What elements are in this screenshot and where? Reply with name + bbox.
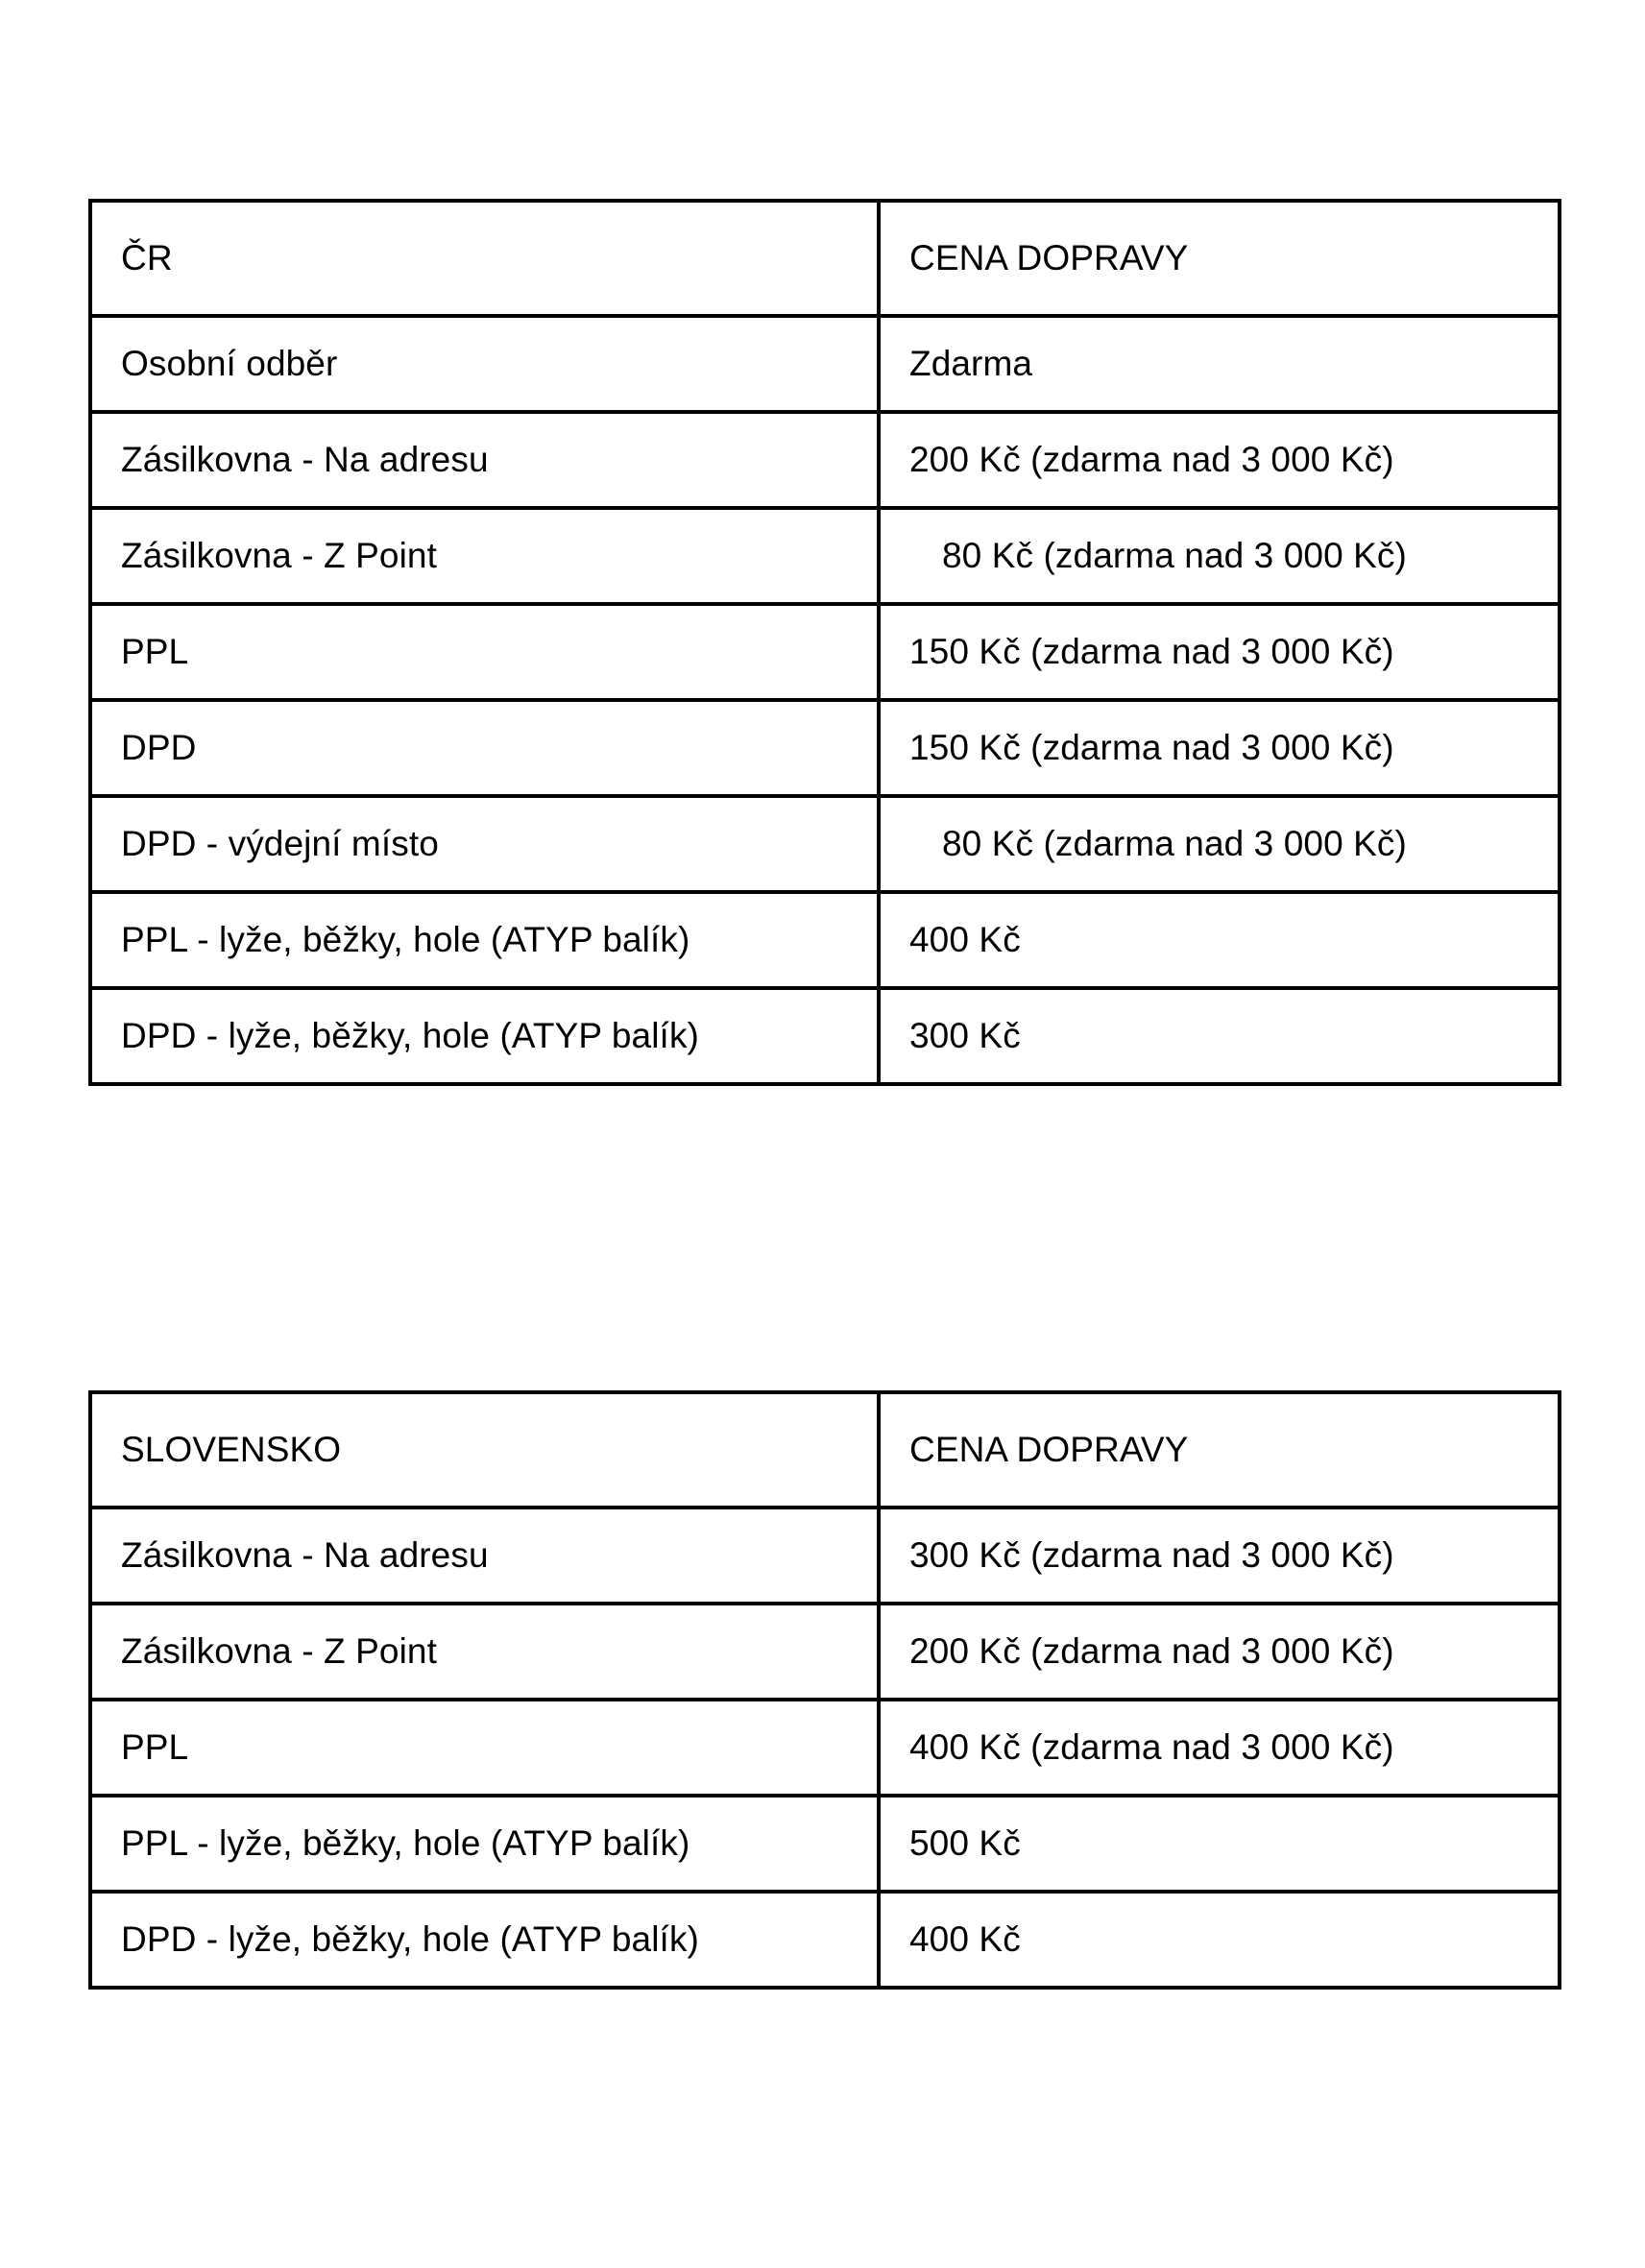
cell-shipping-method: Zásilkovna - Na adresu xyxy=(90,1508,879,1604)
table-row xyxy=(90,604,1560,700)
cell-shipping-price: 150 Kč (zdarma nad 3 000 Kč) xyxy=(879,604,1560,700)
table-row xyxy=(90,988,1560,1084)
column-header-price-cr: CENA DOPRAVY xyxy=(879,201,1560,316)
cell-shipping-method: Osobní odběr xyxy=(90,316,879,412)
table-row xyxy=(90,316,1560,412)
column-header-price-sk: CENA DOPRAVY xyxy=(879,1392,1560,1508)
cell-shipping-method: PPL xyxy=(90,604,879,700)
table-header-row xyxy=(90,201,1560,316)
cell-shipping-price: Zdarma xyxy=(879,316,1560,412)
cell-shipping-price: 80 Kč (zdarma nad 3 000 Kč) xyxy=(879,508,1560,604)
cell-shipping-method: DPD xyxy=(90,700,879,796)
table-row xyxy=(90,1604,1560,1700)
shipping-price-table-sk xyxy=(88,1390,1561,1990)
table-body-cr xyxy=(90,316,1560,1084)
cell-shipping-method: Zásilkovna - Z Point xyxy=(90,508,879,604)
cell-shipping-price: 400 Kč (zdarma nad 3 000 Kč) xyxy=(879,1700,1560,1796)
cell-shipping-price: 300 Kč (zdarma nad 3 000 Kč) xyxy=(879,1508,1560,1604)
table-row xyxy=(90,1796,1560,1892)
cell-shipping-method: Zásilkovna - Z Point xyxy=(90,1604,879,1700)
cell-shipping-price: 400 Kč xyxy=(879,892,1560,988)
cell-shipping-method: PPL - lyže, běžky, hole (ATYP balík) xyxy=(90,1796,879,1892)
column-header-country-sk: SLOVENSKO xyxy=(90,1392,879,1508)
cell-shipping-method: PPL - lyže, běžky, hole (ATYP balík) xyxy=(90,892,879,988)
table-row xyxy=(90,796,1560,892)
cell-shipping-method: DPD - lyže, běžky, hole (ATYP balík) xyxy=(90,1892,879,1988)
column-header-country-cr: ČR xyxy=(90,201,879,316)
table-row xyxy=(90,508,1560,604)
cell-shipping-price: 200 Kč (zdarma nad 3 000 Kč) xyxy=(879,1604,1560,1700)
cell-shipping-method: DPD - výdejní místo xyxy=(90,796,879,892)
table-row xyxy=(90,412,1560,508)
table-row xyxy=(90,700,1560,796)
cell-shipping-price: 500 Kč xyxy=(879,1796,1560,1892)
table-header-cr xyxy=(90,201,1560,316)
table-header-row xyxy=(90,1392,1560,1508)
table-row xyxy=(90,1892,1560,1988)
table-row xyxy=(90,1508,1560,1604)
cell-shipping-price: 400 Kč xyxy=(879,1892,1560,1988)
table-row xyxy=(90,892,1560,988)
cell-shipping-method: PPL xyxy=(90,1700,879,1796)
cell-shipping-price: 300 Kč xyxy=(879,988,1560,1084)
table-header-sk xyxy=(90,1392,1560,1508)
cell-shipping-price: 150 Kč (zdarma nad 3 000 Kč) xyxy=(879,700,1560,796)
cell-shipping-price: 200 Kč (zdarma nad 3 000 Kč) xyxy=(879,412,1560,508)
table-row xyxy=(90,1700,1560,1796)
shipping-price-table-cr xyxy=(88,199,1561,1086)
cell-shipping-method: Zásilkovna - Na adresu xyxy=(90,412,879,508)
cell-shipping-price: 80 Kč (zdarma nad 3 000 Kč) xyxy=(879,796,1560,892)
table-body-sk xyxy=(90,1508,1560,1988)
cell-shipping-method: DPD - lyže, běžky, hole (ATYP balík) xyxy=(90,988,879,1084)
